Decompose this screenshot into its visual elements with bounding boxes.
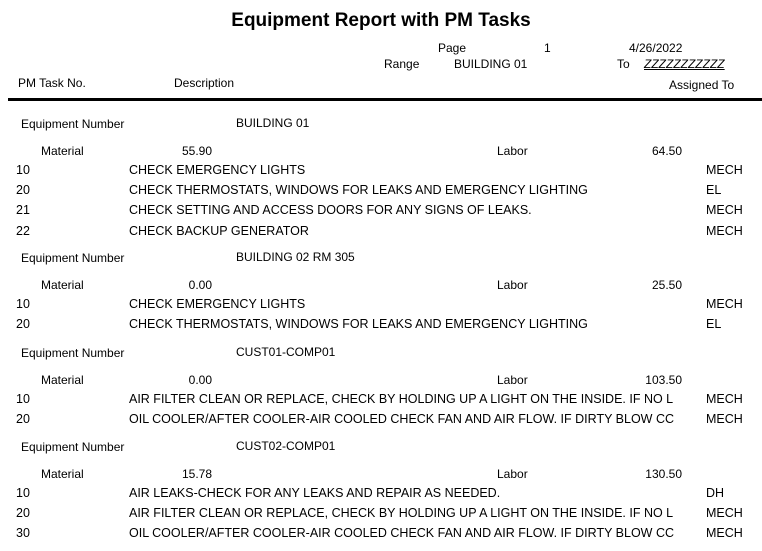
task-assigned-to: MECH <box>706 392 743 406</box>
equipment-number-label: Equipment Number <box>21 346 125 360</box>
task-description: OIL COOLER/AFTER COOLER-AIR COOLED CHECK FAN AND AIR FLOW. IF DIRTY BLOW CC <box>129 526 675 541</box>
task-number: 10 <box>16 297 30 311</box>
material-value: 55.90 <box>181 144 212 158</box>
task-assigned-to: MECH <box>706 526 743 541</box>
task-description: AIR FILTER CLEAN OR REPLACE, CHECK BY HOLDING UP A LIGHT ON THE INSIDE. IF NO L <box>129 392 674 406</box>
equipment-number: CUST01-COMP01 <box>236 345 336 359</box>
task-description: AIR LEAKS-CHECK FOR ANY LEAKS AND REPAIR AS NEEDED. <box>129 486 501 500</box>
labor-value: 64.50 <box>651 144 682 158</box>
equipment-number: BUILDING 01 <box>236 116 310 130</box>
equipment-number: CUST02-COMP01 <box>236 439 336 453</box>
column-task-no: PM Task No. <box>18 76 86 90</box>
labor-label: Labor <box>497 467 528 481</box>
range-label: Range <box>384 57 420 71</box>
task-assigned-to: MECH <box>706 223 743 238</box>
task-number: 10 <box>16 392 30 406</box>
task-description: CHECK THERMOSTATS, WINDOWS FOR LEAKS AND EMERGENCY LIGHTING <box>129 183 588 198</box>
task-number: 20 <box>16 317 30 332</box>
page-number: 1 <box>544 41 551 55</box>
task-number: 20 <box>16 506 30 521</box>
labor-value: 25.50 <box>651 278 682 292</box>
task-number: 22 <box>16 223 30 238</box>
material-value: 0.00 <box>188 278 212 292</box>
labor-label: Labor <box>497 373 528 387</box>
task-description: CHECK EMERGENCY LIGHTS <box>129 297 306 311</box>
material-label: Material <box>41 373 84 387</box>
equipment-number-label: Equipment Number <box>21 251 125 265</box>
task-assigned-to: MECH <box>706 506 743 521</box>
task-assigned-to: MECH <box>706 412 743 427</box>
task-description: AIR FILTER CLEAN OR REPLACE, CHECK BY HOLDING UP A LIGHT ON THE INSIDE. IF NO L <box>129 506 674 521</box>
material-label: Material <box>41 144 84 158</box>
task-number: 21 <box>16 203 30 218</box>
material-label: Material <box>41 278 84 292</box>
task-description: CHECK SETTING AND ACCESS DOORS FOR ANY SIGNS OF LEAKS. <box>129 203 532 218</box>
column-description: Description <box>174 76 235 90</box>
header-rule <box>8 98 762 101</box>
labor-label: Labor <box>497 144 528 158</box>
equipment-number: BUILDING 02 RM 305 <box>236 250 355 264</box>
report-title: Equipment Report with PM Tasks <box>231 10 531 31</box>
task-assigned-to: EL <box>706 183 722 198</box>
task-number: 10 <box>16 486 30 500</box>
task-description: CHECK THERMOSTATS, WINDOWS FOR LEAKS AND EMERGENCY LIGHTING <box>129 317 588 332</box>
task-number: 20 <box>16 183 30 198</box>
column-assigned-to: Assigned To <box>669 78 735 92</box>
page-label: Page <box>438 41 467 55</box>
task-assigned-to: DH <box>706 486 725 500</box>
task-assigned-to: EL <box>706 317 722 332</box>
task-number: 20 <box>16 412 30 427</box>
range-from: BUILDING 01 <box>454 57 528 71</box>
task-description: CHECK BACKUP GENERATOR <box>129 223 309 238</box>
labor-value: 130.50 <box>645 467 682 481</box>
equipment-number-label: Equipment Number <box>21 440 125 454</box>
task-description: OIL COOLER/AFTER COOLER-AIR COOLED CHECK FAN AND AIR FLOW. IF DIRTY BLOW CC <box>129 412 675 427</box>
task-number: 30 <box>16 526 30 541</box>
report-date: 4/26/2022 <box>629 41 683 55</box>
task-assigned-to: MECH <box>706 297 743 311</box>
material-label: Material <box>41 467 84 481</box>
task-description: CHECK EMERGENCY LIGHTS <box>129 163 306 177</box>
labor-label: Labor <box>497 278 528 292</box>
equipment-number-label: Equipment Number <box>21 117 125 131</box>
task-assigned-to: MECH <box>706 203 743 218</box>
material-value: 15.78 <box>181 467 212 481</box>
to-label: To <box>617 57 630 71</box>
material-value: 0.00 <box>188 373 212 387</box>
task-number: 10 <box>16 163 30 177</box>
range-to: ZZZZZZZZZZZ <box>644 57 725 71</box>
labor-value: 103.50 <box>645 373 682 387</box>
task-assigned-to: MECH <box>706 163 743 177</box>
